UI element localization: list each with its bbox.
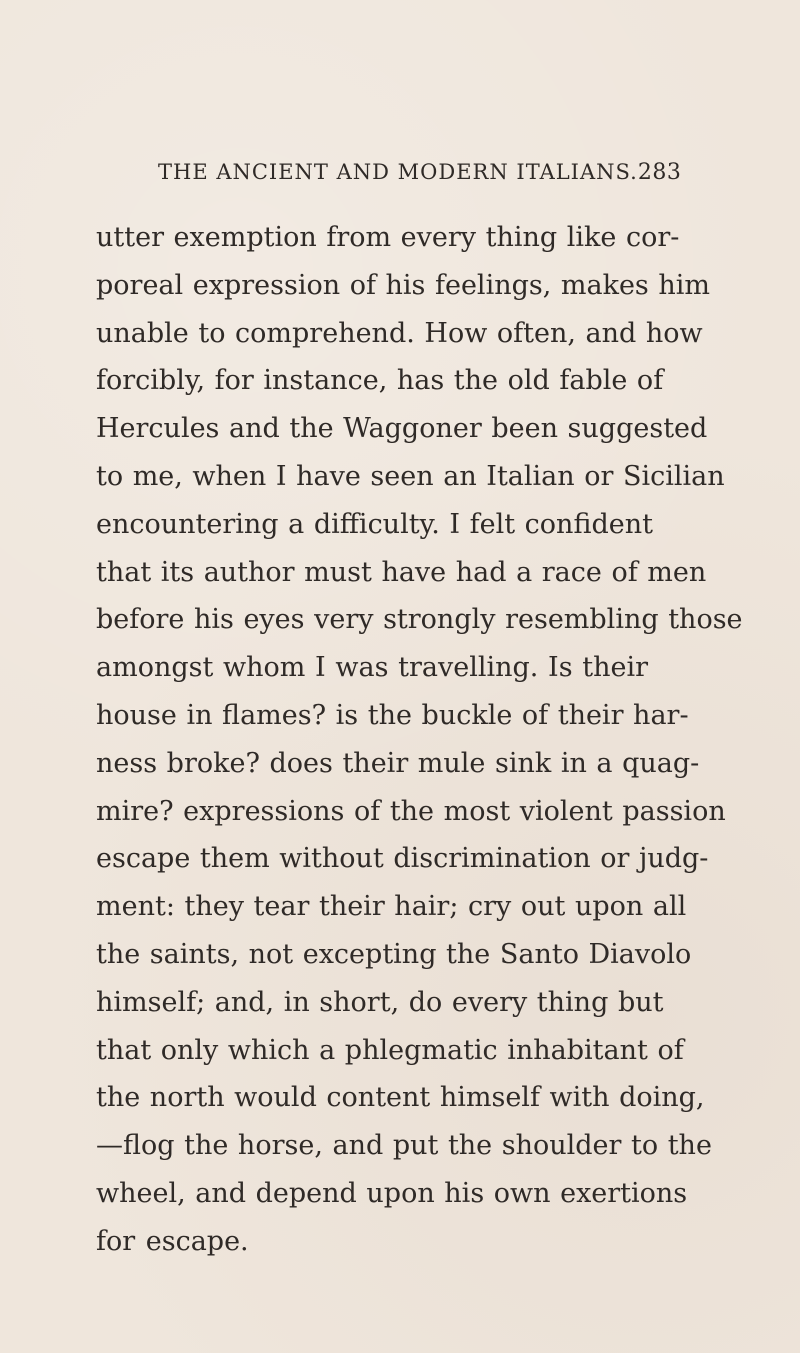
text-line-last: for escape. [96, 1225, 249, 1257]
text-line: wheel, and depend upon his own exertions [96, 1177, 688, 1209]
text-line: ment: they tear their hair; cry out upon all [96, 891, 687, 923]
running-head [158, 160, 682, 185]
text-line: —flog the horse, and put the shoulder to the [96, 1130, 712, 1162]
text-line: house in flames? is the buckle of their har- [96, 699, 689, 731]
text-line: the saints, not excepting the Santo Diavolo [96, 938, 692, 970]
page-number: 283 [637, 160, 682, 185]
text-line: that only which a phlegmatic inhabitant of [96, 1034, 684, 1066]
text-line: escape them without discrimination or judg- [96, 843, 709, 875]
text-line: amongst whom I was travelling. Is their [96, 652, 648, 684]
text-line: that its author must have had a race of men [96, 556, 707, 588]
text-line: utter exemption from every thing like cor- [96, 222, 680, 253]
text-line: unable to comprehend. How often, and how [96, 317, 703, 349]
text-line: before his eyes very strongly resembling those [96, 604, 743, 636]
text-line: encountering a difficulty. I felt confident [96, 508, 653, 540]
text-line: to me, when I have seen an Italian or Sicilian [96, 460, 725, 492]
text-line: mire? expressions of the most violent passion [96, 795, 726, 827]
text-line: poreal expression of his feelings, makes him [96, 269, 711, 301]
text-line: himself; and, in short, do every thing but [96, 986, 664, 1018]
body-text [96, 214, 743, 1266]
text-line: the north would content himself with doing, [96, 1082, 705, 1114]
text-line: Hercules and the Waggoner been suggested [96, 413, 708, 445]
text-line: forcibly, for instance, has the old fable of [96, 365, 664, 397]
running-title: THE ANCIENT AND MODERN ITALIANS. [158, 160, 638, 184]
text-line: ness broke? does their mule sink in a quag- [96, 747, 700, 779]
